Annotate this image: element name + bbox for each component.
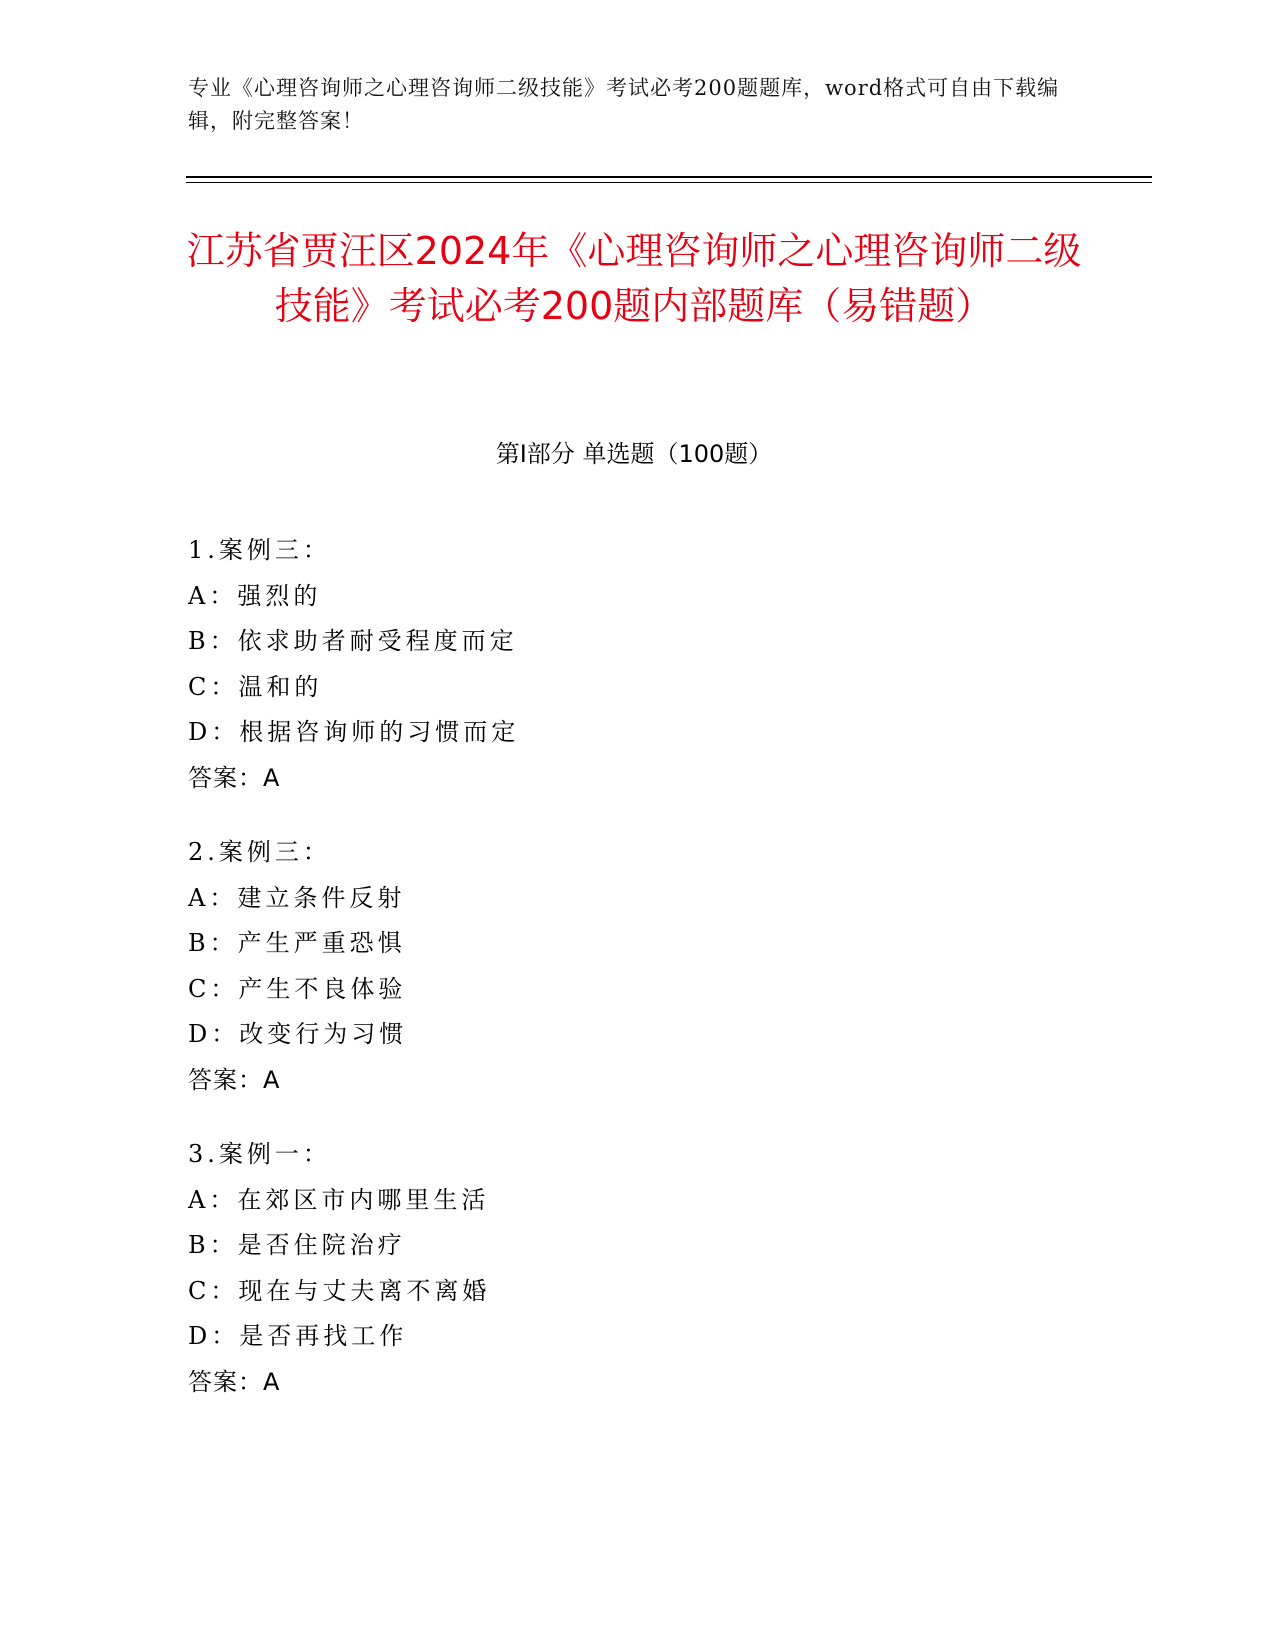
option-d: D：是否再找工作 [188, 1322, 408, 1350]
section-heading: 第I部分 单选题（100题） [495, 440, 773, 468]
option-b: B：产生严重恐惧 [188, 929, 406, 957]
option-b: B：是否住院治疗 [188, 1231, 406, 1259]
option-d: D：根据咨询师的习惯而定 [188, 718, 520, 746]
question-2 [188, 830, 1088, 1103]
question-stem: 3.案例一： [188, 1140, 331, 1168]
header-rule-thick [186, 176, 1152, 178]
option-c: C：温和的 [188, 672, 323, 701]
question-list [188, 528, 1088, 1434]
option-a: A：建立条件反射 [188, 883, 406, 912]
answer-line: 答案：A [188, 1367, 281, 1396]
question-3 [188, 1132, 1088, 1405]
answer-line: 答案：A [188, 1065, 281, 1094]
answer-line: 答案：A [188, 763, 281, 792]
option-b: B：依求助者耐受程度而定 [188, 627, 518, 655]
option-c: C：现在与丈夫离不离婚 [188, 1276, 491, 1305]
option-a: A：在郊区市内哪里生活 [188, 1185, 490, 1214]
document-intro: 专业《心理咨询师之心理咨询师二级技能》考试必考200题题库，word格式可自由下载编辑，附完整答案！ [188, 76, 1060, 133]
question-stem: 2.案例三： [188, 838, 331, 866]
header-rule-thin [186, 182, 1152, 183]
document-title: 江苏省贾汪区2024年《心理咨询师之心理咨询师二级技能》考试必考200题内部题库（易错题） [186, 229, 1082, 328]
option-d: D：改变行为习惯 [188, 1020, 408, 1048]
question-1 [188, 528, 1088, 801]
question-stem: 1.案例三： [188, 536, 331, 564]
option-c: C：产生不良体验 [188, 974, 407, 1003]
option-a: A：强烈的 [188, 581, 322, 610]
